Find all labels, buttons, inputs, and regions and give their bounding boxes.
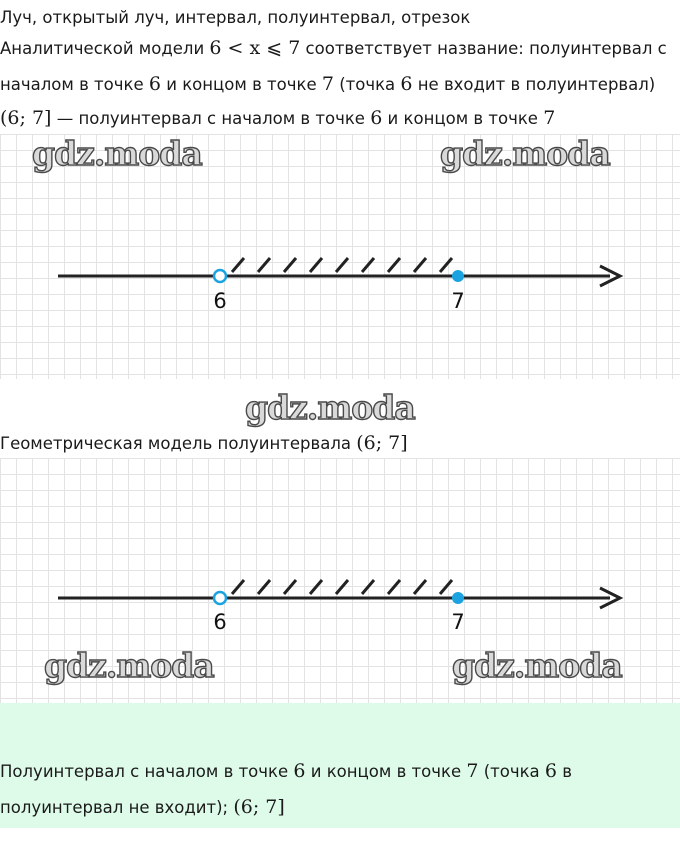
statement-line-1 (0, 37, 667, 59)
statement-text: и концом в точке (160, 75, 322, 94)
point-label-6: 6 (213, 289, 227, 313)
interval-hatching (232, 258, 452, 272)
answer-text: в (557, 762, 572, 781)
number-line-diagram (0, 134, 680, 379)
answer-text: (точка (478, 762, 545, 781)
statement-text: не входит в полуинтервал) (412, 75, 656, 94)
statement-text: и концом в точке (382, 109, 544, 128)
math-interval: (6; 7] (0, 107, 52, 129)
geometric-model-caption (0, 432, 408, 454)
closed-point-7 (452, 270, 464, 282)
answer-line-1 (0, 760, 572, 782)
answer-box (0, 703, 680, 828)
answer-text: Полуинтервал с началом в точке (0, 762, 294, 781)
point-label-7: 7 (451, 610, 465, 634)
statement-text: началом в точке (0, 75, 149, 94)
watermark-logo: gdz.moda (32, 134, 202, 173)
open-point-6 (214, 592, 226, 604)
math-number: 6 (370, 107, 383, 129)
math-number: 7 (543, 107, 556, 129)
math-number: 6 (293, 760, 306, 782)
answer-line-2 (0, 796, 285, 818)
statement-text: соответствует название: полуинтервал с (300, 39, 667, 58)
page-title: Луч, открытый луч, интервал, полуинтервал, отрезок (0, 8, 471, 27)
number-line-figure-2 (0, 458, 680, 703)
caption-text: Геометрическая модель полуинтервала (0, 434, 357, 453)
watermark-logo: gdz.moda (245, 388, 415, 427)
statement-text: — полуинтервал с началом в точке (51, 109, 371, 128)
point-label-7: 7 (451, 289, 465, 313)
watermark-logo: gdz.moda (44, 646, 214, 685)
math-inequality: 6 < x ⩽ 7 (209, 37, 301, 59)
open-point-6 (214, 270, 226, 282)
statement-text: (точка (333, 75, 401, 94)
math-number: 6 (148, 73, 161, 95)
math-interval: (6; 7] (233, 796, 285, 818)
closed-point-7 (452, 592, 464, 604)
answer-text: и концом в точке (305, 762, 467, 781)
answer-text: полуинтервал не входит); (0, 798, 234, 817)
statement-line-3 (0, 107, 555, 129)
math-number: 6 (544, 760, 558, 782)
watermark-logo: gdz.moda (452, 646, 622, 685)
math-number: 7 (466, 760, 479, 782)
watermark-logo: gdz.moda (440, 134, 610, 173)
math-interval: (6; 7] (356, 432, 408, 454)
point-label-6: 6 (213, 610, 227, 634)
math-number: 6 (400, 73, 413, 95)
statement-text: Аналитической модели (0, 39, 210, 58)
math-number: 7 (321, 73, 334, 95)
interval-hatching (232, 580, 452, 594)
number-line-figure-1 (0, 134, 680, 379)
statement-line-2 (0, 73, 655, 95)
